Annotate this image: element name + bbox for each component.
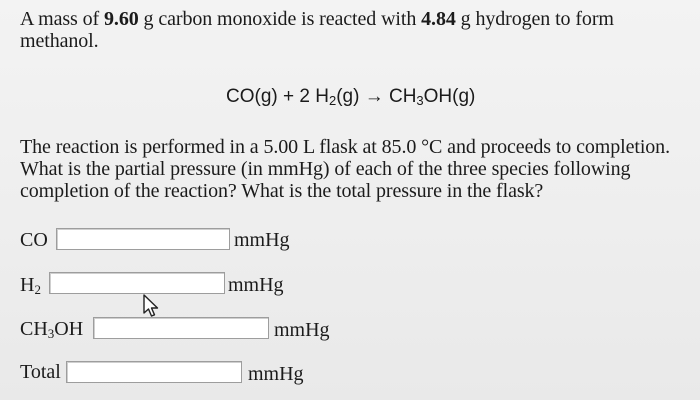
ch3oh-label: $CH_3OH$	[20, 318, 84, 341]
equation-h2-subscript: 2	[328, 93, 337, 108]
total-pressure-input[interactable]	[66, 361, 242, 383]
co-pressure-input[interactable]	[56, 228, 230, 250]
total-label: Total	[20, 361, 61, 383]
co-label: CO	[20, 229, 48, 251]
h2-label: $H_2$	[20, 274, 41, 297]
total-unit: mmHg	[248, 363, 304, 385]
h2-pressure-input[interactable]	[49, 272, 225, 294]
problem-intro	[20, 8, 680, 52]
ch3oh-pressure-input[interactable]	[93, 317, 269, 339]
mouse-pointer-icon	[141, 293, 163, 319]
reaction-equation	[226, 86, 475, 108]
ch3oh-unit: mmHg	[274, 319, 330, 341]
h2-unit: mmHg	[228, 274, 284, 296]
co-unit: mmHg	[234, 229, 290, 251]
equation-part-1: CO(g) + 2 H	[226, 86, 329, 107]
problem-question: The reaction is performed in a 5.00 L flask at 85.0 °C and proceeds to completion. What is the partial pressure (in mmHg) of each of the three species following completion of the reaction? What is the total pressure in the flask?	[20, 136, 670, 202]
equation-ch3-subscript: 3	[416, 93, 424, 108]
h2-mass-value: 4.84	[421, 8, 456, 30]
intro-suffix-text: g hydrogen to form methanol.	[20, 8, 614, 52]
co-mass-value: 9.60	[104, 8, 139, 30]
intro-prefix-text: A mass of	[20, 8, 105, 30]
intro-mid-text: g carbon monoxide is reacted with	[138, 8, 422, 30]
equation-part-3: OH(g)	[423, 86, 476, 107]
equation-part-2: (g) → CH	[336, 86, 417, 107]
